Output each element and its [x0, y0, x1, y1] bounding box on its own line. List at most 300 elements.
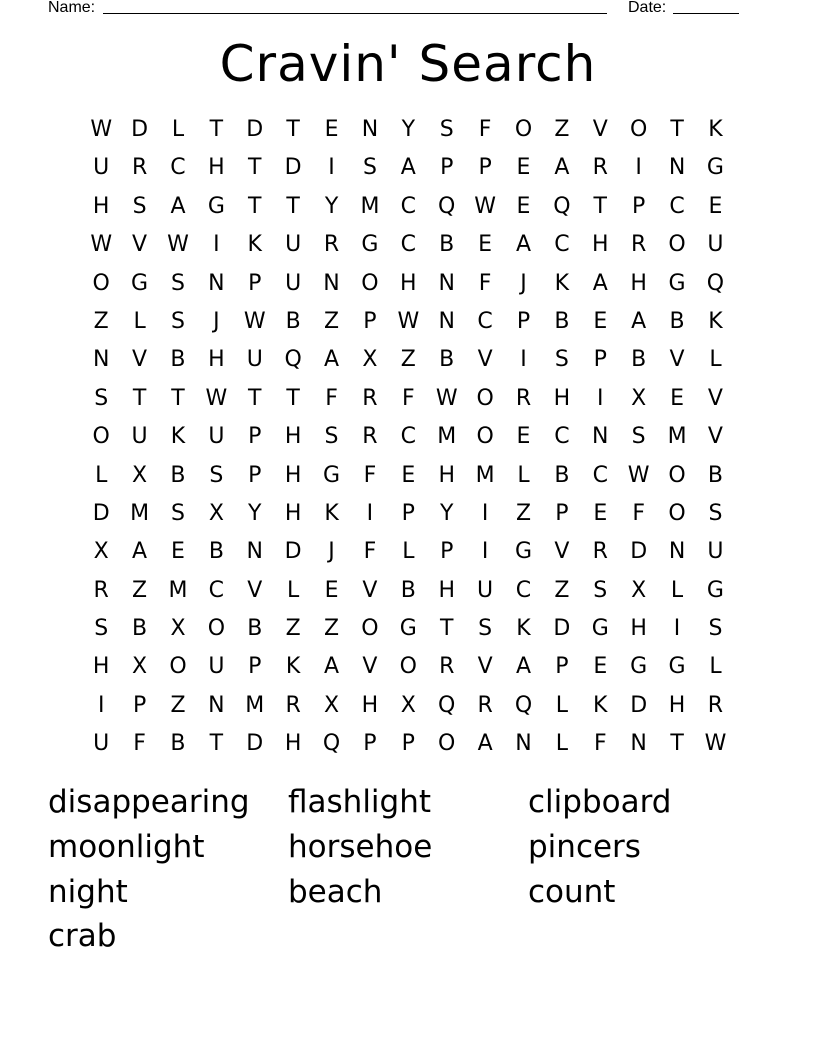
grid-letter: Z	[324, 308, 340, 334]
grid-letter: T	[439, 616, 454, 642]
grid-letter: S	[631, 424, 646, 450]
grid-letter: W	[205, 385, 228, 411]
grid-letter: Z	[554, 577, 570, 603]
grid-letter: Q	[322, 731, 341, 757]
grid-letter: K	[247, 232, 262, 258]
grid-letter: I	[366, 500, 374, 526]
grid-letter: L	[555, 731, 569, 757]
grid-letter: G	[514, 539, 533, 565]
grid-letter: N	[438, 308, 455, 334]
grid-letter: C	[170, 155, 186, 181]
grid-letter: O	[630, 117, 648, 142]
grid-letter: S	[362, 155, 377, 181]
grid-letter: T	[209, 117, 224, 142]
grid-letter: J	[328, 539, 335, 565]
grid-letter: R	[707, 692, 724, 718]
grid-letter: Q	[438, 692, 456, 718]
grid-letter: P	[248, 424, 262, 450]
grid-letter: K	[554, 270, 570, 296]
grid-letter: W	[90, 232, 113, 258]
grid-letter: R	[592, 155, 608, 181]
grid-letter: M	[130, 500, 150, 526]
grid-letter: D	[92, 500, 110, 526]
grid-letter: N	[438, 270, 455, 296]
grid-letter: V	[554, 539, 570, 565]
grid-letter: P	[440, 155, 454, 181]
grid-letter: H	[92, 193, 110, 219]
grid-letter: V	[247, 577, 263, 603]
grid-letter: Z	[132, 577, 148, 603]
grid-letter: N	[246, 539, 263, 565]
word-bank-item: pincers	[528, 828, 641, 865]
grid-letter: B	[439, 347, 455, 373]
grid-letter: L	[402, 539, 415, 565]
grid-letter: D	[246, 731, 264, 757]
grid-letter: I	[635, 155, 642, 181]
grid-letter: R	[515, 385, 532, 411]
grid-letter: O	[476, 424, 494, 450]
grid-letter: O	[207, 616, 226, 642]
grid-letter: I	[673, 616, 681, 642]
grid-letter: S	[170, 500, 185, 526]
grid-letter: U	[285, 270, 302, 296]
grid-letter: Y	[324, 193, 339, 219]
grid-letter: F	[401, 385, 415, 411]
grid-letter: S	[94, 385, 109, 411]
grid-letter: D	[630, 539, 648, 565]
grid-letter: T	[670, 731, 684, 757]
grid-letter: G	[131, 270, 149, 296]
grid-letter: B	[170, 462, 186, 488]
grid-letter: B	[631, 347, 647, 373]
grid-letter: W	[243, 308, 266, 334]
grid-letter: E	[593, 500, 608, 526]
grid-letter: P	[363, 308, 377, 334]
grid-letter: S	[593, 577, 608, 603]
grid-letter: E	[478, 232, 493, 258]
grid-letter: A	[631, 308, 647, 334]
word-bank-item: crab	[48, 918, 117, 955]
grid-letter: B	[707, 462, 723, 488]
grid-letter: C	[477, 308, 493, 334]
name-label: Name:	[48, 0, 96, 16]
grid-letter: A	[400, 155, 416, 181]
grid-letter: U	[246, 347, 263, 373]
grid-letter: B	[554, 462, 570, 488]
grid-letter: A	[554, 155, 570, 181]
grid-letter: O	[361, 270, 379, 296]
word-bank-item: disappearing	[48, 784, 250, 820]
grid-letter: H	[438, 462, 455, 488]
grid-letter: B	[132, 616, 148, 642]
grid-letter: P	[401, 500, 415, 526]
grid-letter: P	[632, 193, 646, 219]
grid-letter: Z	[554, 117, 570, 142]
grid-letter: H	[208, 347, 225, 373]
grid-letter: G	[361, 232, 379, 258]
grid-letter: Z	[515, 500, 532, 526]
grid-letter: H	[668, 692, 686, 718]
grid-letter: E	[516, 424, 531, 450]
grid-letter: H	[630, 616, 647, 642]
grid-letter: V	[132, 232, 148, 258]
grid-letter: P	[478, 155, 492, 181]
grid-letter: Y	[439, 500, 454, 526]
grid-letter: O	[438, 731, 456, 757]
grid-letter: S	[708, 500, 723, 526]
grid-letter: Q	[284, 347, 302, 373]
grid-letter: R	[323, 232, 340, 258]
grid-letter: N	[208, 692, 225, 718]
grid-letter: S	[170, 270, 185, 296]
grid-letter: V	[477, 654, 493, 680]
grid-letter: P	[363, 731, 377, 757]
grid-letter: X	[132, 654, 148, 680]
grid-letter: T	[286, 385, 300, 411]
grid-letter: P	[248, 462, 262, 488]
grid-letter: X	[324, 692, 340, 718]
word-bank-item: night	[48, 873, 128, 910]
grid-letter: B	[439, 232, 455, 258]
grid-letter: D	[284, 155, 302, 181]
grid-letter: M	[168, 577, 188, 603]
grid-letter: X	[631, 385, 647, 411]
grid-letter: X	[93, 539, 109, 565]
grid-letter: L	[133, 308, 146, 334]
grid-letter: H	[284, 462, 302, 488]
grid-letter: C	[208, 577, 225, 603]
grid-letter: N	[668, 155, 686, 181]
puzzle-title: Cravin' Search	[219, 35, 597, 93]
grid-letter: G	[706, 577, 724, 603]
grid-letter: H	[361, 692, 379, 718]
grid-letter: V	[669, 347, 685, 373]
grid-letter: N	[208, 270, 225, 296]
grid-letter: P	[401, 731, 415, 757]
grid-letter: W	[474, 193, 496, 219]
letter-grid	[82, 111, 735, 764]
grid-letter: B	[247, 616, 263, 642]
grid-letter: F	[363, 539, 377, 565]
grid-letter: E	[401, 462, 416, 488]
grid-letter: L	[171, 117, 185, 142]
grid-letter: U	[93, 155, 110, 181]
grid-letter: Z	[400, 347, 416, 373]
date-blank-line	[673, 13, 739, 14]
grid-letter: H	[592, 232, 609, 258]
grid-letter: L	[555, 692, 569, 718]
grid-letter: G	[668, 270, 686, 296]
grid-letter: W	[397, 308, 420, 334]
grid-letter: X	[400, 692, 416, 718]
grid-letter: O	[92, 270, 110, 296]
grid-letter: U	[131, 424, 148, 450]
grid-letter: G	[668, 654, 686, 680]
grid-letter: T	[286, 117, 300, 142]
grid-letter: A	[592, 270, 608, 296]
grid-letter: S	[132, 193, 147, 219]
word-bank	[48, 780, 768, 959]
grid-letter: C	[400, 232, 416, 258]
grid-letter: G	[399, 616, 417, 642]
grid-letter: U	[93, 731, 110, 757]
grid-letter: R	[285, 692, 301, 718]
grid-letter: O	[399, 654, 417, 680]
grid-letter: H	[284, 731, 302, 757]
grid-letter: B	[400, 577, 416, 603]
grid-letter: D	[246, 117, 264, 142]
grid-letter: W	[627, 462, 650, 488]
word-bank-item: beach	[288, 873, 383, 910]
grid-letter: L	[517, 462, 530, 488]
grid-letter: H	[553, 385, 571, 411]
grid-letter: E	[670, 385, 684, 411]
grid-letter: E	[324, 577, 339, 603]
grid-letter: Q	[438, 193, 456, 219]
grid-letter: O	[668, 232, 686, 258]
grid-letter: T	[248, 385, 262, 411]
grid-letter: I	[328, 155, 335, 181]
grid-letter: M	[360, 193, 380, 219]
grid-letter: Y	[401, 117, 416, 142]
grid-letter: D	[630, 692, 648, 718]
grid-letter: C	[554, 232, 570, 258]
grid-letter: R	[131, 155, 148, 181]
grid-letter: V	[592, 117, 608, 142]
grid-letter: K	[170, 424, 186, 450]
grid-letter: K	[516, 616, 531, 642]
grid-letter: V	[362, 654, 378, 680]
grid-letter: R	[362, 385, 378, 411]
grid-letter: U	[707, 539, 724, 565]
grid-letter: S	[554, 347, 569, 373]
grid-letter: X	[362, 347, 378, 373]
grid-letter: Y	[248, 500, 262, 526]
grid-letter: I	[520, 347, 527, 373]
grid-letter: P	[440, 539, 454, 565]
grid-letter: K	[708, 308, 723, 334]
grid-letter: E	[593, 308, 608, 334]
grid-letter: X	[170, 616, 186, 642]
grid-letter: F	[632, 500, 645, 526]
grid-letter: P	[593, 347, 607, 373]
grid-letter: T	[248, 193, 262, 219]
grid-letter: N	[361, 117, 379, 142]
grid-letter: S	[478, 616, 493, 642]
grid-letter: C	[400, 424, 416, 450]
grid-letter: L	[95, 462, 108, 488]
grid-letter: B	[170, 731, 186, 757]
grid-letter: B	[208, 539, 224, 565]
grid-letter: H	[630, 270, 647, 296]
date-label: Date:	[628, 0, 667, 16]
grid-letter: L	[709, 654, 722, 680]
grid-letter: H	[284, 500, 302, 526]
grid-letter: R	[93, 577, 109, 603]
grid-letter: X	[631, 577, 647, 603]
grid-letter: A	[477, 731, 493, 757]
grid-letter: J	[520, 270, 527, 296]
grid-letter: Q	[553, 193, 571, 219]
grid-letter: N	[668, 539, 686, 565]
grid-letter: S	[324, 424, 339, 450]
grid-letter: Z	[93, 308, 109, 334]
grid-letter: D	[131, 117, 149, 142]
grid-letter: G	[591, 616, 609, 642]
grid-letter: A	[515, 232, 532, 258]
grid-letter: N	[323, 270, 340, 296]
grid-letter: M	[667, 424, 687, 450]
grid-letter: N	[92, 347, 110, 373]
grid-letter: T	[209, 731, 224, 757]
grid-letter: A	[324, 654, 340, 680]
grid-letter: C	[515, 577, 532, 603]
grid-letter: I	[481, 500, 489, 526]
grid-letter: V	[707, 385, 723, 411]
grid-letter: T	[593, 193, 607, 219]
grid-letter: W	[90, 117, 113, 142]
grid-letter: T	[132, 385, 147, 411]
grid-letter: O	[668, 500, 686, 526]
grid-letter: I	[481, 539, 489, 565]
grid-letter: S	[94, 616, 109, 642]
grid-letter: L	[670, 577, 684, 603]
grid-letter: P	[132, 692, 147, 718]
grid-letter: N	[515, 731, 532, 757]
grid-letter: R	[592, 539, 608, 565]
grid-letter: U	[285, 232, 302, 258]
grid-letter: G	[323, 462, 341, 488]
grid-letter: Z	[285, 616, 301, 642]
grid-letter: K	[324, 500, 339, 526]
grid-letter: N	[592, 424, 609, 450]
grid-letter: S	[170, 308, 185, 334]
grid-letter: K	[593, 692, 608, 718]
grid-letter: C	[592, 462, 608, 488]
grid-letter: Q	[514, 692, 533, 718]
word-bank-item: clipboard	[528, 784, 672, 820]
grid-letter: K	[285, 654, 301, 680]
grid-letter: M	[437, 424, 457, 450]
grid-letter: W	[167, 232, 189, 258]
grid-letter: O	[92, 424, 110, 450]
grid-letter: O	[476, 385, 494, 411]
grid-letter: A	[515, 654, 532, 680]
grid-letter: E	[516, 155, 531, 181]
grid-letter: V	[362, 577, 378, 603]
grid-letter: W	[704, 731, 727, 757]
grid-letter: P	[555, 654, 569, 680]
grid-letter: I	[213, 232, 220, 258]
grid-letter: A	[132, 539, 148, 565]
grid-letter: E	[593, 654, 608, 680]
grid-letter: D	[284, 539, 302, 565]
grid-letter: L	[709, 347, 722, 373]
grid-letter: V	[707, 424, 723, 450]
grid-letter: G	[706, 155, 724, 181]
grid-letter: F	[593, 731, 607, 757]
grid-letter: F	[478, 117, 492, 142]
grid-letter: O	[668, 462, 686, 488]
grid-letter: S	[708, 616, 723, 642]
grid-letter: B	[285, 308, 301, 334]
grid-letter: L	[287, 577, 300, 603]
grid-letter: F	[363, 462, 377, 488]
grid-letter: X	[208, 500, 224, 526]
grid-letter: H	[438, 577, 455, 603]
grid-letter: F	[133, 731, 146, 757]
grid-letter: W	[435, 385, 458, 411]
grid-letter: G	[207, 193, 225, 219]
grid-letter: O	[361, 616, 379, 642]
grid-letter: H	[208, 155, 225, 181]
name-blank-line	[103, 13, 607, 14]
grid-letter: M	[245, 692, 265, 718]
grid-letter: Z	[170, 692, 186, 718]
grid-letter: V	[132, 347, 148, 373]
grid-letter: U	[707, 232, 724, 258]
grid-letter: I	[97, 692, 105, 718]
grid-letter: T	[248, 155, 262, 181]
word-bank-item: flashlight	[288, 784, 432, 820]
grid-letter: H	[92, 654, 110, 680]
grid-letter: B	[669, 308, 685, 334]
grid-letter: Q	[706, 270, 725, 296]
grid-letter: U	[208, 424, 225, 450]
grid-letter: E	[324, 117, 339, 142]
grid-letter: B	[170, 347, 186, 373]
grid-letter: D	[553, 616, 571, 642]
grid-letter: X	[132, 462, 148, 488]
grid-letter: C	[400, 193, 416, 219]
worksheet-header	[48, 0, 748, 18]
grid-letter: T	[670, 117, 684, 142]
grid-letter: E	[708, 193, 723, 219]
grid-letter: C	[669, 193, 685, 219]
grid-letter: P	[248, 654, 262, 680]
grid-letter: N	[630, 731, 647, 757]
grid-letter: O	[169, 654, 187, 680]
grid-letter: I	[597, 385, 604, 411]
grid-letter: U	[477, 577, 494, 603]
grid-letter: R	[362, 424, 378, 450]
grid-letter: H	[400, 270, 417, 296]
grid-letter: T	[171, 385, 185, 411]
grid-letter: K	[708, 117, 723, 142]
grid-letter: P	[516, 308, 531, 334]
grid-letter: A	[324, 347, 340, 373]
grid-letter: J	[213, 308, 220, 334]
grid-letter: R	[439, 654, 455, 680]
grid-letter: Z	[324, 616, 340, 642]
grid-letter: C	[554, 424, 570, 450]
grid-letter: P	[555, 500, 569, 526]
word-bank-item: count	[528, 873, 616, 910]
grid-letter: M	[475, 462, 495, 488]
grid-letter: R	[477, 692, 493, 718]
word-bank-item: horsehoe	[288, 828, 433, 865]
grid-letter: V	[477, 347, 493, 373]
grid-letter: A	[170, 193, 186, 219]
grid-letter: S	[209, 462, 224, 488]
grid-letter: B	[554, 308, 570, 334]
grid-letter: F	[478, 270, 492, 296]
word-bank-item: moonlight	[48, 828, 205, 865]
grid-letter: P	[248, 270, 262, 296]
grid-letter: S	[439, 117, 454, 142]
grid-letter: T	[286, 193, 300, 219]
grid-letter: F	[325, 385, 338, 411]
